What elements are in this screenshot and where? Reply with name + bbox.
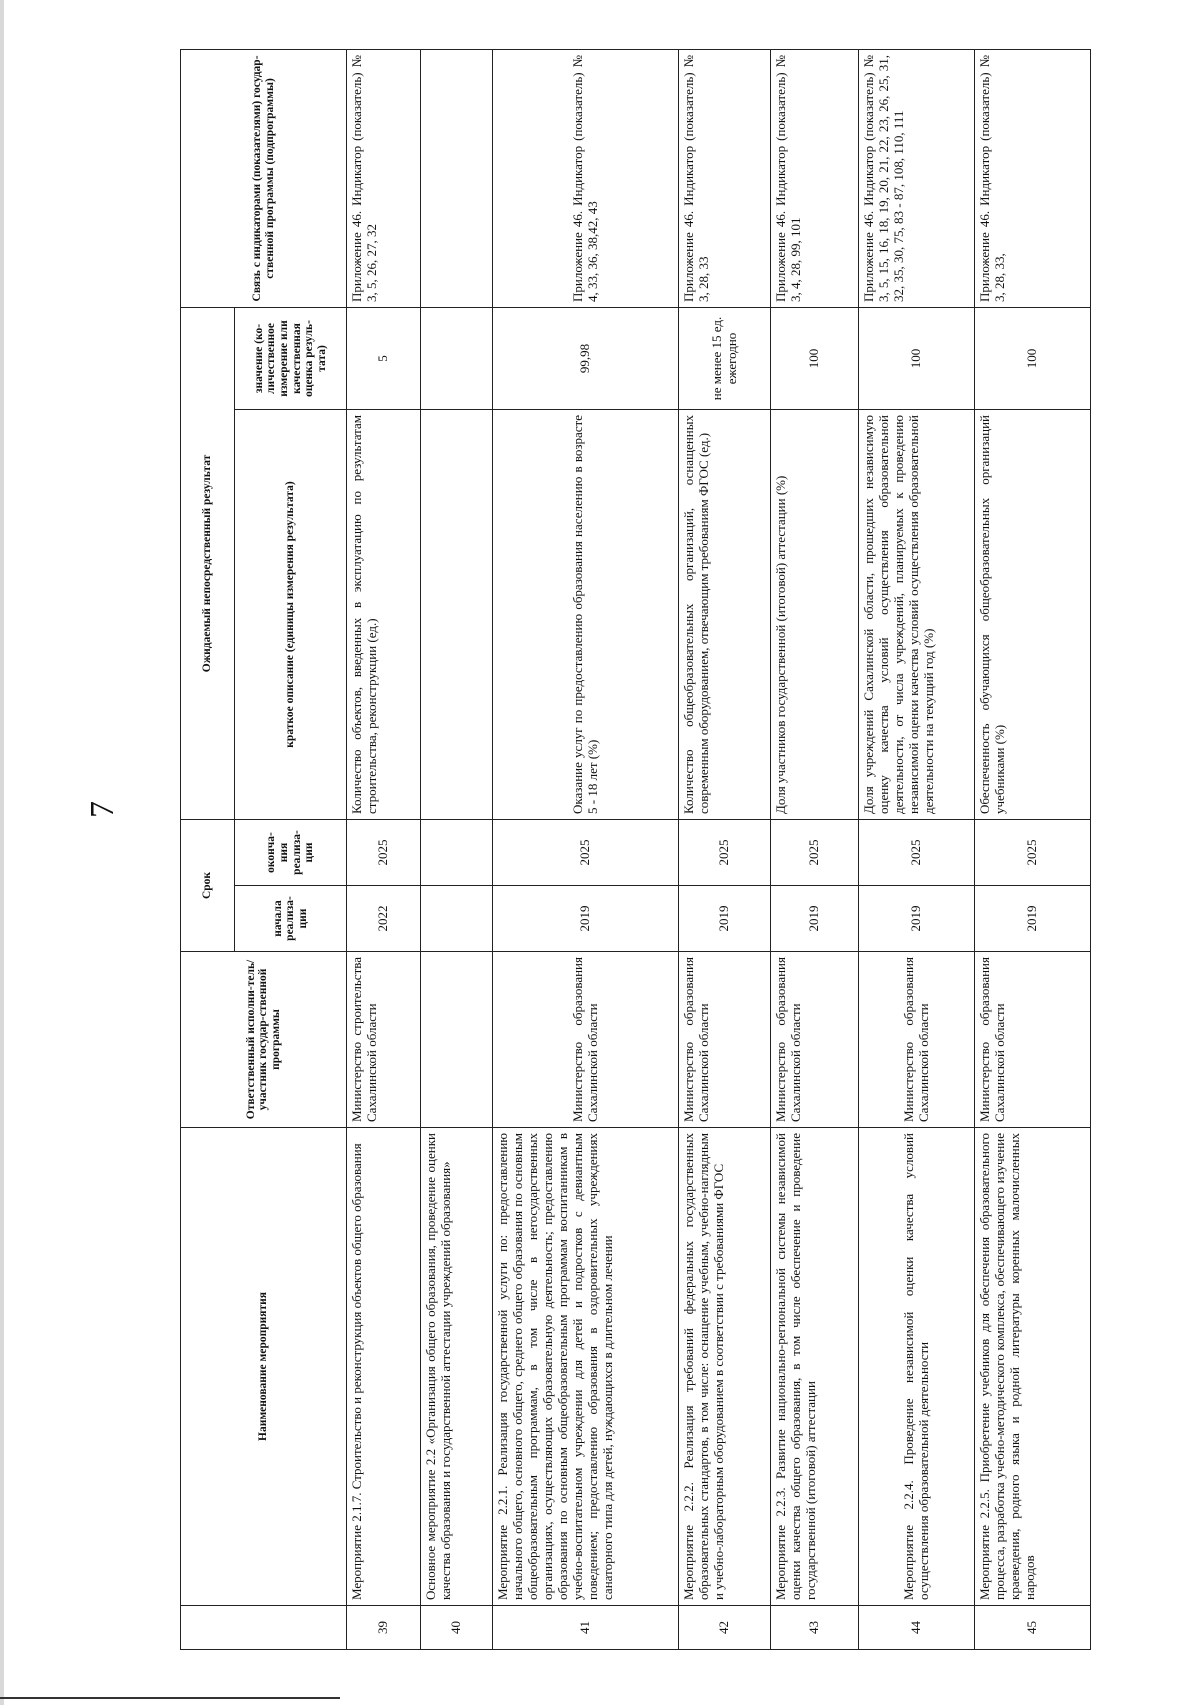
result-value: 100 [771,307,859,409]
header-desc: краткое описание (единицы измерения результата) [235,409,347,819]
result-value: 99,98 [493,307,679,409]
table-row [771,49,859,1649]
responsible: Министерство образования Сахалинской области [859,952,975,1128]
indicator-link: Приложение 46. Индикатор (показатель) № 4, 33, 36, 38,42, 43 [493,49,679,307]
scan-rule [0,1697,340,1699]
start-year: 2019 [771,886,859,952]
result-description: Доля учреждений Сахалинской области, прошедших независимую оценку качества условий осуществления образовательной деятельности, от числа учреждений, планируемых к проведению независимой оценки качества условий осуществления образовательной деятельности на текущий год (%) [859,409,975,819]
program-activities-table [180,49,1091,1650]
indicator-link: Приложение 46. Индикатор (показатель) № 3, 5, 15, 16, 18, 19, 20, 21, 22, 23, 26, 25, 31, 32, 35, 30, 75, 83 - 87, 108, 110, 111 [859,49,975,307]
responsible [421,952,493,1128]
end-year: 2025 [859,819,975,885]
header-link: Связь с индикаторами (показателями) государ-ственной программы (подпрограммы) [181,49,347,307]
table-row [347,49,421,1649]
row-number: 43 [771,1606,859,1650]
responsible: Министерство строительства Сахалинской области [347,952,421,1128]
table-row [421,49,493,1649]
end-year: 2025 [771,819,859,885]
responsible: Министерство образования Сахалинской области [493,952,679,1128]
table-row [679,49,771,1649]
table-row [859,49,975,1649]
page-number: 7 [84,801,121,818]
rotated-table-container [180,50,1090,1650]
indicator-link [421,49,493,307]
responsible: Министерство образования Сахалинской области [771,952,859,1128]
table-row [975,49,1091,1649]
result-description: Количество объектов, введенных в эксплуатацию по результатам строительства, реконструкции (ед.) [347,409,421,819]
row-number: 44 [859,1606,975,1650]
result-value: 100 [975,307,1091,409]
result-value: не менее 15 ед. ежегодно [679,307,771,409]
result-value: 100 [859,307,975,409]
result-description: Обеспеченность обучающихся общеобразовательных организаций учебниками (%) [975,409,1091,819]
activity-name: Мероприятие 2.2.1. Реализация государственной услуги по: предоставлению начального общего, основного общего, среднего общего образования по основным общеобразовательным программам, в том числе в негосударственных организациях, осуществляющих образовательную деятельность; предоставлению образования по основным общеобразовательным программам воспитанникам в учебно-воспитательном учреждении для детей и подростков с девиантным поведением; предоставлению образования в оздоровительных учреждениях санаторного типа для детей, нуждающихся в длительном лечении [493,1128,679,1606]
result-description: Количество общеобразовательных организаций, оснащенных современным оборудованием, отвечающим требованиям ФГОС (ед.) [679,409,771,819]
end-year: 2025 [347,819,421,885]
header-start: начала реализа-ции [235,886,347,952]
activity-name: Мероприятие 2.2.2. Реализация требований федеральных государственных образовательных стандартов, в том числе: оснащение учебным, учебно-наглядным и учебно-лабораторным оборудованием в соответствии с требованиями ФГОС [679,1128,771,1606]
header-end: оконча-ния реализа-ции [235,819,347,885]
header-term: Срок [181,819,235,951]
start-year: 2019 [493,886,679,952]
table-row [493,49,679,1649]
scan-edge [0,0,4,1705]
row-number: 42 [679,1606,771,1650]
header-value: значение (ко-личественное измерение или качественная оценка резуль-тата) [235,307,347,409]
start-year [421,886,493,952]
result-description [421,409,493,819]
responsible: Министерство образования Сахалинской области [679,952,771,1128]
header-responsible: Ответственный исполни-тель/участник государ-ственной программы [181,952,347,1128]
indicator-link: Приложение 46. Индикатор (показатель) № 3, 4, 28, 99, 101 [771,49,859,307]
result-value: 5 [347,307,421,409]
indicator-link: Приложение 46. Индикатор (показатель) № 3, 5, 26, 27, 32 [347,49,421,307]
start-year: 2019 [975,886,1091,952]
start-year: 2019 [859,886,975,952]
responsible: Министерство образования Сахалинской области [975,952,1091,1128]
end-year [421,819,493,885]
activity-name: Основное мероприятие 2.2 «Организация общего образования, проведение оценки качества образования и государственной аттестации учреждений образования» [421,1128,493,1606]
result-value [421,307,493,409]
row-number: 45 [975,1606,1091,1650]
activity-name: Мероприятие 2.1.7. Строительство и реконструкция объектов общего образования [347,1128,421,1606]
start-year: 2022 [347,886,421,952]
indicator-link: Приложение 46. Индикатор (показатель) № 3, 28, 33, [975,49,1091,307]
end-year: 2025 [975,819,1091,885]
indicator-link: Приложение 46. Индикатор (показатель) № 3, 28, 33 [679,49,771,307]
activity-name: Мероприятие 2.2.3. Развитие национально-региональной системы независимой оценки качества общего образования, в том числе обеспечение и проведение государственной (итоговой) аттестации [771,1128,859,1606]
result-description: Оказание услуг по предоставлению образования населению в возрасте 5 - 18 лет (%) [493,409,679,819]
header-name: Наименование мероприятия [181,1128,347,1606]
activity-name: Мероприятие 2.2.4. Проведение независимой оценки качества условий осуществления образовательной деятельности [859,1128,975,1606]
header-result: Ожидаемый непосредственный результат [181,307,235,819]
activity-name: Мероприятие 2.2.5. Приобретение учебников для обеспечения образовательного процесса, разработка учебно-методического комплекса, обеспечивающего изучение краеведения, родного языка и родной литературы коренных малочисленных народов [975,1128,1091,1606]
start-year: 2019 [679,886,771,952]
header-blank [181,1606,347,1650]
row-number: 40 [421,1606,493,1650]
end-year: 2025 [679,819,771,885]
end-year: 2025 [493,819,679,885]
result-description: Доля участников государственной (итоговой) аттестации (%) [771,409,859,819]
row-number: 41 [493,1606,679,1650]
row-number: 39 [347,1606,421,1650]
